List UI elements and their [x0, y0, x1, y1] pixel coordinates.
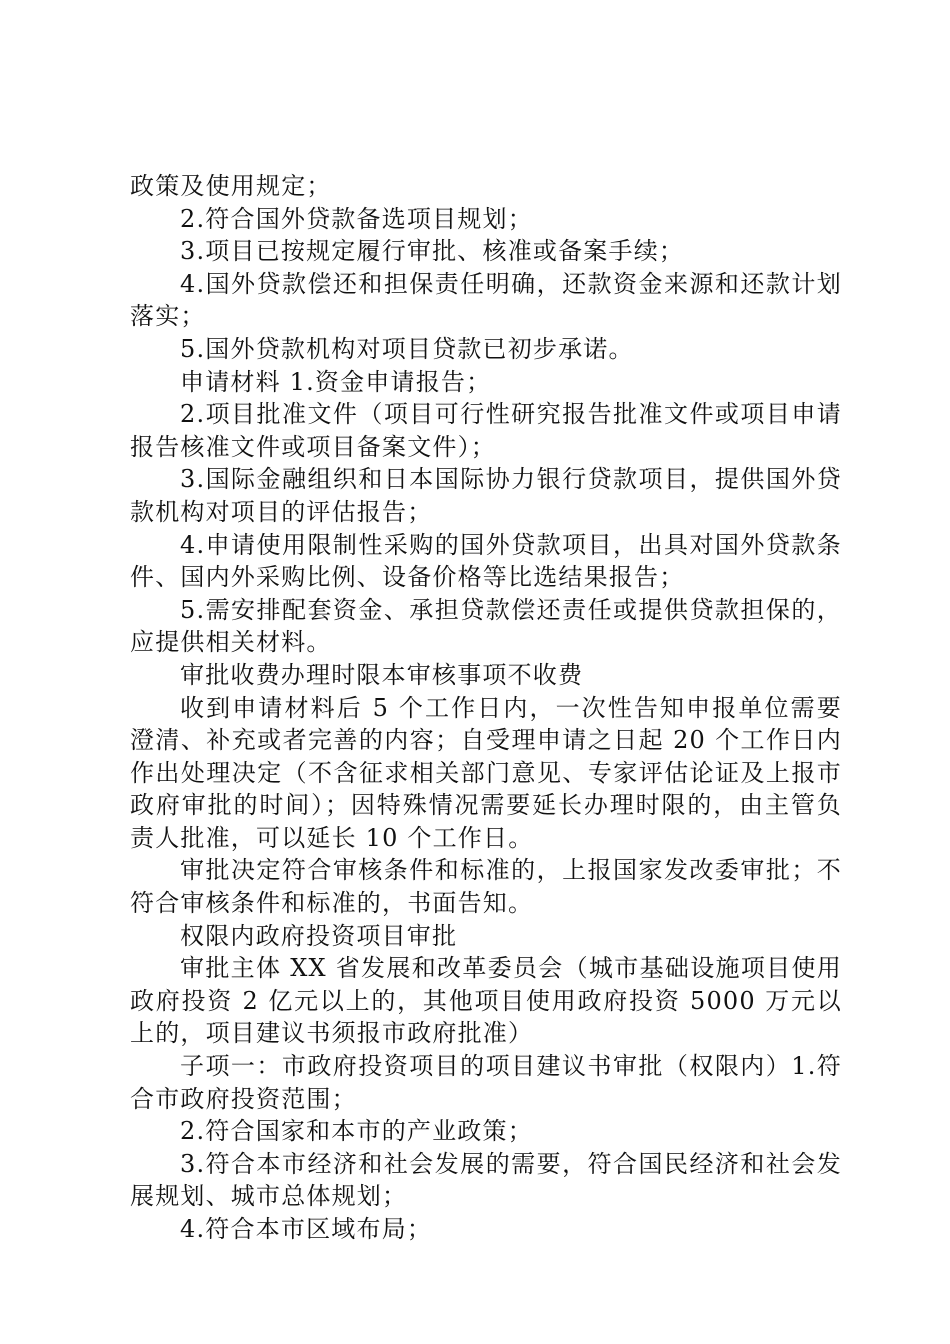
paragraph-subitem-condition-2: 2.符合国家和本市的产业政策； — [180, 1117, 533, 1146]
paragraph-condition-3: 3.项目已按规定履行审批、核准或备案手续； — [180, 237, 685, 266]
paragraph-materials-1: 申请材料 1.资金申请报告； — [180, 367, 492, 396]
paragraph-subitem-1: 子项一：市政府投资项目的项目建议书审批（权限内）1.符合市政府投资范围； — [130, 1052, 842, 1113]
paragraph-materials-2: 2.项目批准文件（项目可行性研究报告批准文件或项目申请报告核准文件或项目备案文件）； — [130, 400, 842, 461]
document-body — [130, 170, 842, 1246]
paragraph-fee-time-limit: 审批收费办理时限本审核事项不收费 — [180, 660, 584, 689]
paragraph-section-heading: 权限内政府投资项目审批 — [180, 921, 458, 950]
paragraph-condition-2: 2.符合国外贷款备选项目规划； — [180, 204, 533, 233]
paragraph-condition-4: 4.国外贷款偿还和担保责任明确，还款资金来源和还款计划落实； — [130, 269, 842, 331]
paragraph-materials-4: 4.申请使用限制性采购的国外贷款项目，出具对国外贷款条件、国内外采购比例、设备价格等比选结果报告； — [130, 530, 842, 592]
paragraph-materials-5: 5.需安排配套资金、承担贷款偿还责任或提供贷款担保的，应提供相关材料。 — [130, 595, 842, 657]
paragraph-policy-continuation: 政策及使用规定； — [130, 172, 332, 200]
paragraph-subitem-condition-4: 4.符合本市区域布局； — [180, 1215, 433, 1243]
paragraph-approval-authority: 审批主体 XX 省发展和改革委员会（城市基础设施项目使用政府投资 2 亿元以上的，其他项目使用政府投资 5000 万元以上的，项目建议书须报市政府批准） — [130, 954, 842, 1048]
paragraph-materials-3: 3.国际金融组织和日本国际协力银行贷款项目，提供国外贷款机构对项目的评估报告； — [130, 465, 842, 526]
paragraph-approval-decision: 审批决定符合审核条件和标准的，上报国家发改委审批；不符合审核条件和标准的，书面告知。 — [130, 856, 842, 918]
paragraph-processing-time: 收到申请材料后 5 个工作日内，一次性告知申报单位需要澄清、补充或者完善的内容；自受理申请之日起 20 个工作日内作出处理决定（不含征求相关部门意见、专家评估论证及上报市政府审批的时间）；因特殊情况需要延长办理时限的，由主管负责人批准，可以延长 10 个工作日。 — [130, 693, 842, 852]
paragraph-subitem-condition-3: 3.符合本市经济和社会发展的需要，符合国民经济和社会发展规划、城市总体规划； — [130, 1149, 842, 1211]
paragraph-condition-5: 5.国外贷款机构对项目贷款已初步承诺。 — [180, 334, 634, 363]
